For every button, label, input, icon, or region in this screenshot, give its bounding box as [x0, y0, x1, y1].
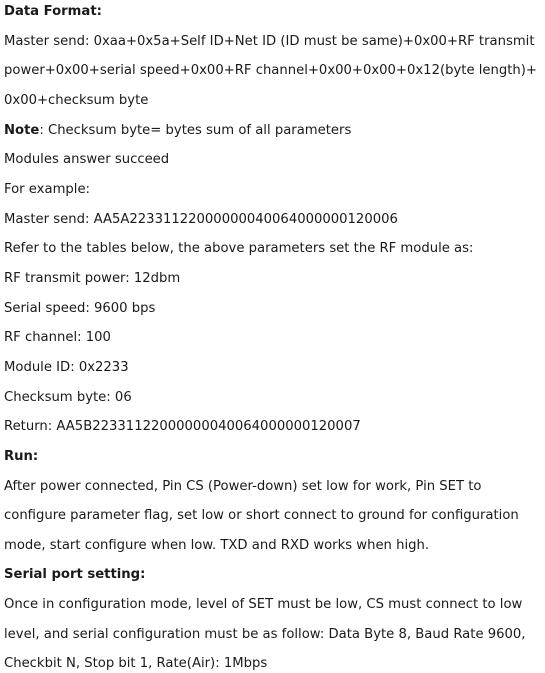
- for-example: For example:: [4, 181, 91, 197]
- run-line-2: configure parameter flag, set low or short connect to ground for configuration: [4, 508, 519, 524]
- serial-line-3: Checkbit N, Stop bit 1, Rate(Air): 1Mbps: [4, 656, 268, 672]
- master-send-line-3: 0x00+checksum byte: [4, 92, 149, 108]
- note-label: Note: [4, 122, 40, 138]
- note-text: : Checksum byte= bytes sum of all parameters: [39, 122, 352, 138]
- master-send-line-1: Master send: 0xaa+0x5a+Self ID+Net ID (ID must be same)+0x00+RF transmit: [4, 33, 535, 49]
- run-heading: Run:: [4, 448, 39, 464]
- example-master-send: Master send: AA5A22331122000000040064000000120006: [4, 211, 398, 227]
- param-checksum: Checksum byte: 06: [4, 389, 132, 405]
- refer-text: Refer to the tables below, the above parameters set the RF module as:: [4, 241, 474, 257]
- param-rf-power: RF transmit power: 12dbm: [4, 270, 181, 286]
- note-line: [4, 122, 545, 139]
- master-send-line-2: power+0x00+serial speed+0x00+RF channel+0x00+0x00+0x12(byte length)+: [4, 63, 537, 79]
- run-line-1: After power connected, Pin CS (Power-down) set low for work, Pin SET to: [4, 478, 482, 494]
- serial-line-1: Once in configuration mode, level of SET must be low, CS must connect to low: [4, 597, 523, 613]
- run-line-3: mode, start configure when low. TXD and RXD works when high.: [4, 537, 430, 553]
- modules-answer: Modules answer succeed: [4, 152, 170, 168]
- serial-heading: Serial port setting:: [4, 567, 146, 583]
- param-module-id: Module ID: 0x2233: [4, 359, 129, 375]
- data-format-heading: Data Format:: [4, 4, 102, 19]
- param-serial-speed: Serial speed: 9600 bps: [4, 300, 156, 316]
- serial-line-2: level, and serial configuration must be as follow: Data Byte 8, Baud Rate 9600,: [4, 626, 526, 642]
- param-rf-channel: RF channel: 100: [4, 330, 111, 346]
- param-return: Return: AA5B22331122000000040064000000120007: [4, 419, 361, 435]
